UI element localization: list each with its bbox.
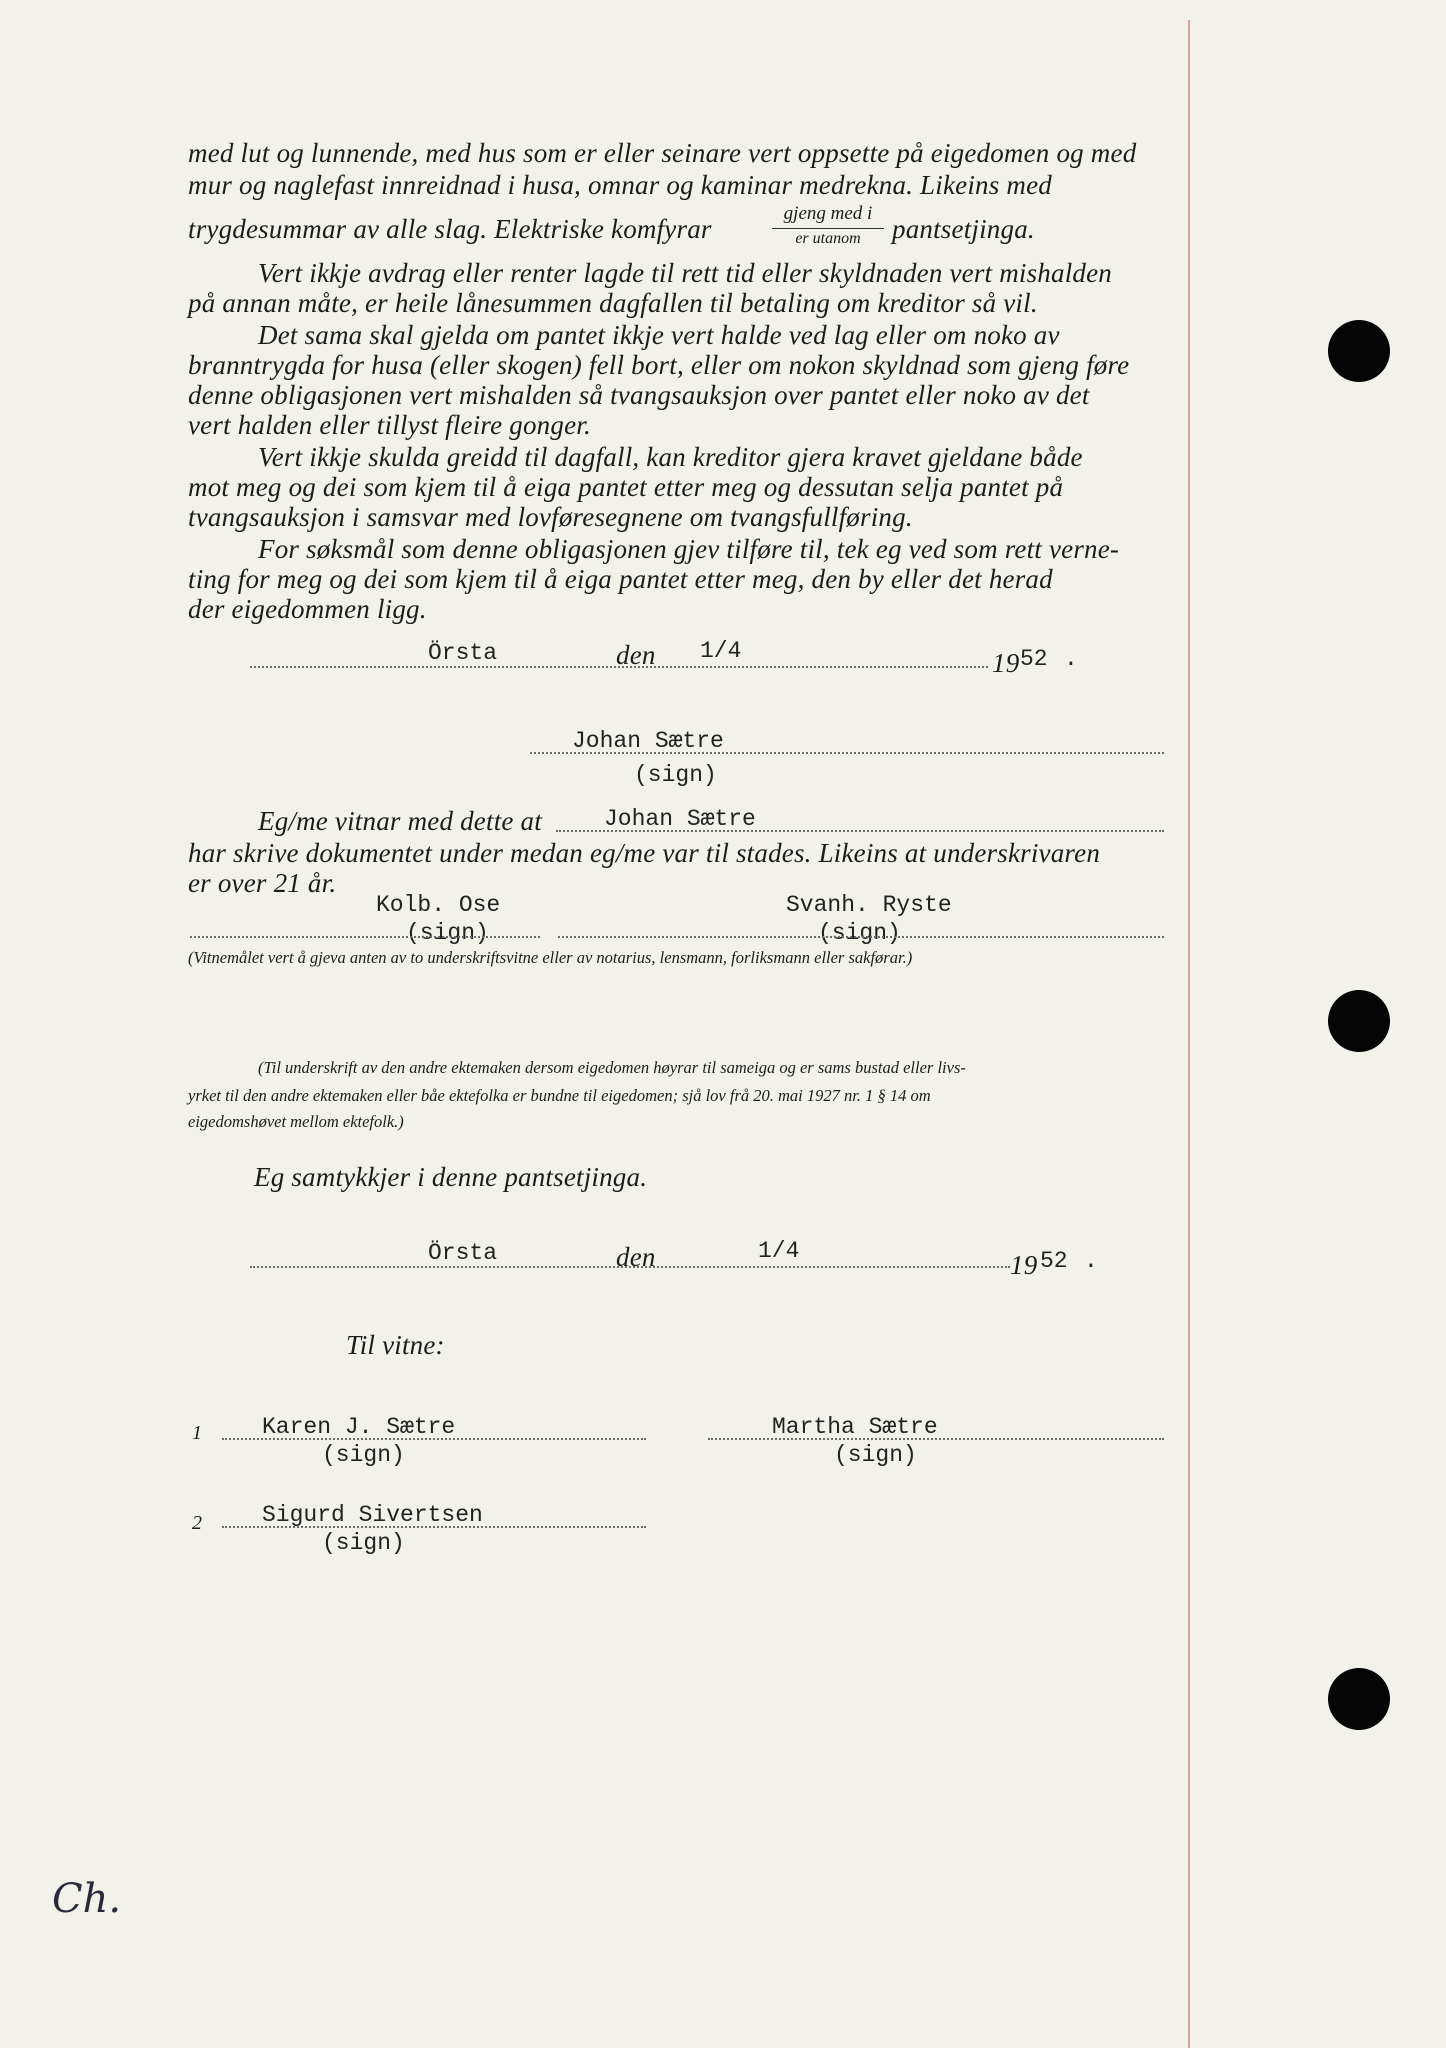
paragraph-line: denne obligasjonen vert mishalden så tvangsauksjon over pantet eller noko av det [188, 380, 1090, 410]
fraction-bottom: er utanom [795, 230, 861, 247]
paragraph-line: vert halden eller tillyst fleire gonger. [188, 410, 591, 440]
punch-hole [1328, 1668, 1390, 1730]
paragraph-line: For søksmål som denne obligasjonen gjev tilføre til, tek eg ved som rett verne- [258, 534, 1120, 564]
signing-place: Örsta [428, 640, 498, 666]
witness-line [222, 1526, 646, 1528]
paragraph-line: på annan måte, er heile lånesummen dagfallen til betaling om kreditor så vil. [188, 288, 1038, 318]
signing-den: den [616, 640, 656, 670]
witness-line [708, 1438, 1164, 1440]
paragraph-line: Vert ikkje skulda greidd til dagfall, kan kreditor gjera kravet gjeldane både [258, 442, 1083, 472]
signing-den: den [616, 1242, 656, 1272]
witness-sign: (sign) [818, 920, 901, 946]
witness-number: 2 [192, 1512, 203, 1534]
paragraph-line: mur og naglefast innreidnad i husa, omnar og kaminar medrekna. Likeins med [188, 170, 1052, 200]
witness-statement-name: Johan Sætre [604, 806, 756, 832]
paragraph-line: Det sama skal gjelda om pantet ikkje vert halde ved lag eller om noko av [258, 320, 1060, 350]
witness-statement-line: har skrive dokumentet under medan eg/me var til stades. Likeins at underskrivaren [188, 838, 1101, 868]
signing-date: 1/4 [758, 1238, 800, 1264]
signing-year-prefix: 19 [1010, 1250, 1038, 1280]
signing-place: Örsta [428, 1240, 498, 1266]
witness-line [222, 1438, 646, 1440]
paragraph-line: Vert ikkje avdrag eller renter lagde til rett tid eller skyldnaden vert mishalden [258, 258, 1112, 288]
signing-year-prefix: 19 [992, 648, 1020, 678]
punch-hole [1328, 990, 1390, 1052]
signing-period: . [1084, 1248, 1098, 1274]
witness-sign: (sign) [834, 1442, 917, 1468]
witness-line [190, 936, 540, 938]
witness-note: (Vitnemålet vert å gjeva anten av to underskriftsvitne eller av notarius, lensmann, forliksmann eller sakførar.) [188, 948, 913, 967]
witness-sign: (sign) [406, 920, 489, 946]
witness-sign: (sign) [322, 1442, 405, 1468]
witness-statement-line: er over 21 år. [188, 868, 337, 898]
signatory-sign: (sign) [634, 762, 717, 788]
paragraph-line: med lut og lunnende, med hus som er eller seinare vert oppsette på eigedomen og med [188, 138, 1137, 168]
witness-statement-prefix: Eg/me vitnar med dette at [258, 806, 542, 836]
witness-name: Sigurd Sivertsen [262, 1502, 483, 1528]
consent-text: Eg samtykkjer i denne pantsetjinga. [254, 1162, 648, 1192]
spouse-note-line: yrket til den andre ektemaken eller båe ektefolka er bundne til eigedomen; sjå lov frå 20. mai 1927 nr. 1 § 14 om [188, 1086, 931, 1105]
margin-scribble: Ch. [52, 1876, 122, 1922]
til-vitne-label: Til vitne: [346, 1330, 445, 1360]
fraction-bar [772, 228, 884, 229]
paragraph-line: der eigedommen ligg. [188, 594, 427, 624]
witness-name: Karen J. Sætre [262, 1414, 456, 1440]
fraction-top: gjeng med i [783, 203, 873, 224]
signing-year-suffix: 52 [1040, 1248, 1068, 1274]
signing-date: 1/4 [700, 638, 742, 664]
witness-name: Martha Sætre [772, 1414, 938, 1440]
witness-line [558, 936, 1164, 938]
paragraph-line: ting for meg og dei som kjem til å eiga pantet etter meg, den by eller det herad [188, 564, 1053, 594]
paragraph-line: trygdesummar av alle slag. Elektriske komfyrar [188, 214, 712, 244]
paragraph-line: branntrygda for husa (eller skogen) fell bort, eller om nokon skyldnad som gjeng føre [188, 350, 1130, 380]
paragraph-line: tvangsauksjon i samsvar med lovføresegnene om tvangsfullføring. [188, 502, 913, 532]
punch-hole [1328, 320, 1390, 382]
signing-period: . [1064, 646, 1078, 672]
margin-rule [1188, 20, 1190, 2048]
signatory-name: Johan Sætre [572, 728, 724, 754]
paragraph-line: pantsetjinga. [892, 214, 1035, 244]
spouse-note-line: (Til underskrift av den andre ektemaken dersom eigedomen høyrar til sameiga og er sams bustad eller livs- [258, 1058, 966, 1077]
spouse-note-line: eigedomshøvet mellom ektefolk.) [188, 1112, 404, 1131]
witness-sign: (sign) [322, 1530, 405, 1556]
witness-name: Kolb. Ose [376, 892, 501, 918]
witness-name: Svanh. Ryste [786, 892, 952, 918]
signing-year-suffix: 52 [1020, 646, 1048, 672]
witness-number: 1 [192, 1422, 203, 1444]
paragraph-line: mot meg og dei som kjem til å eiga pantet etter meg og dessutan selja pantet på [188, 472, 1064, 502]
